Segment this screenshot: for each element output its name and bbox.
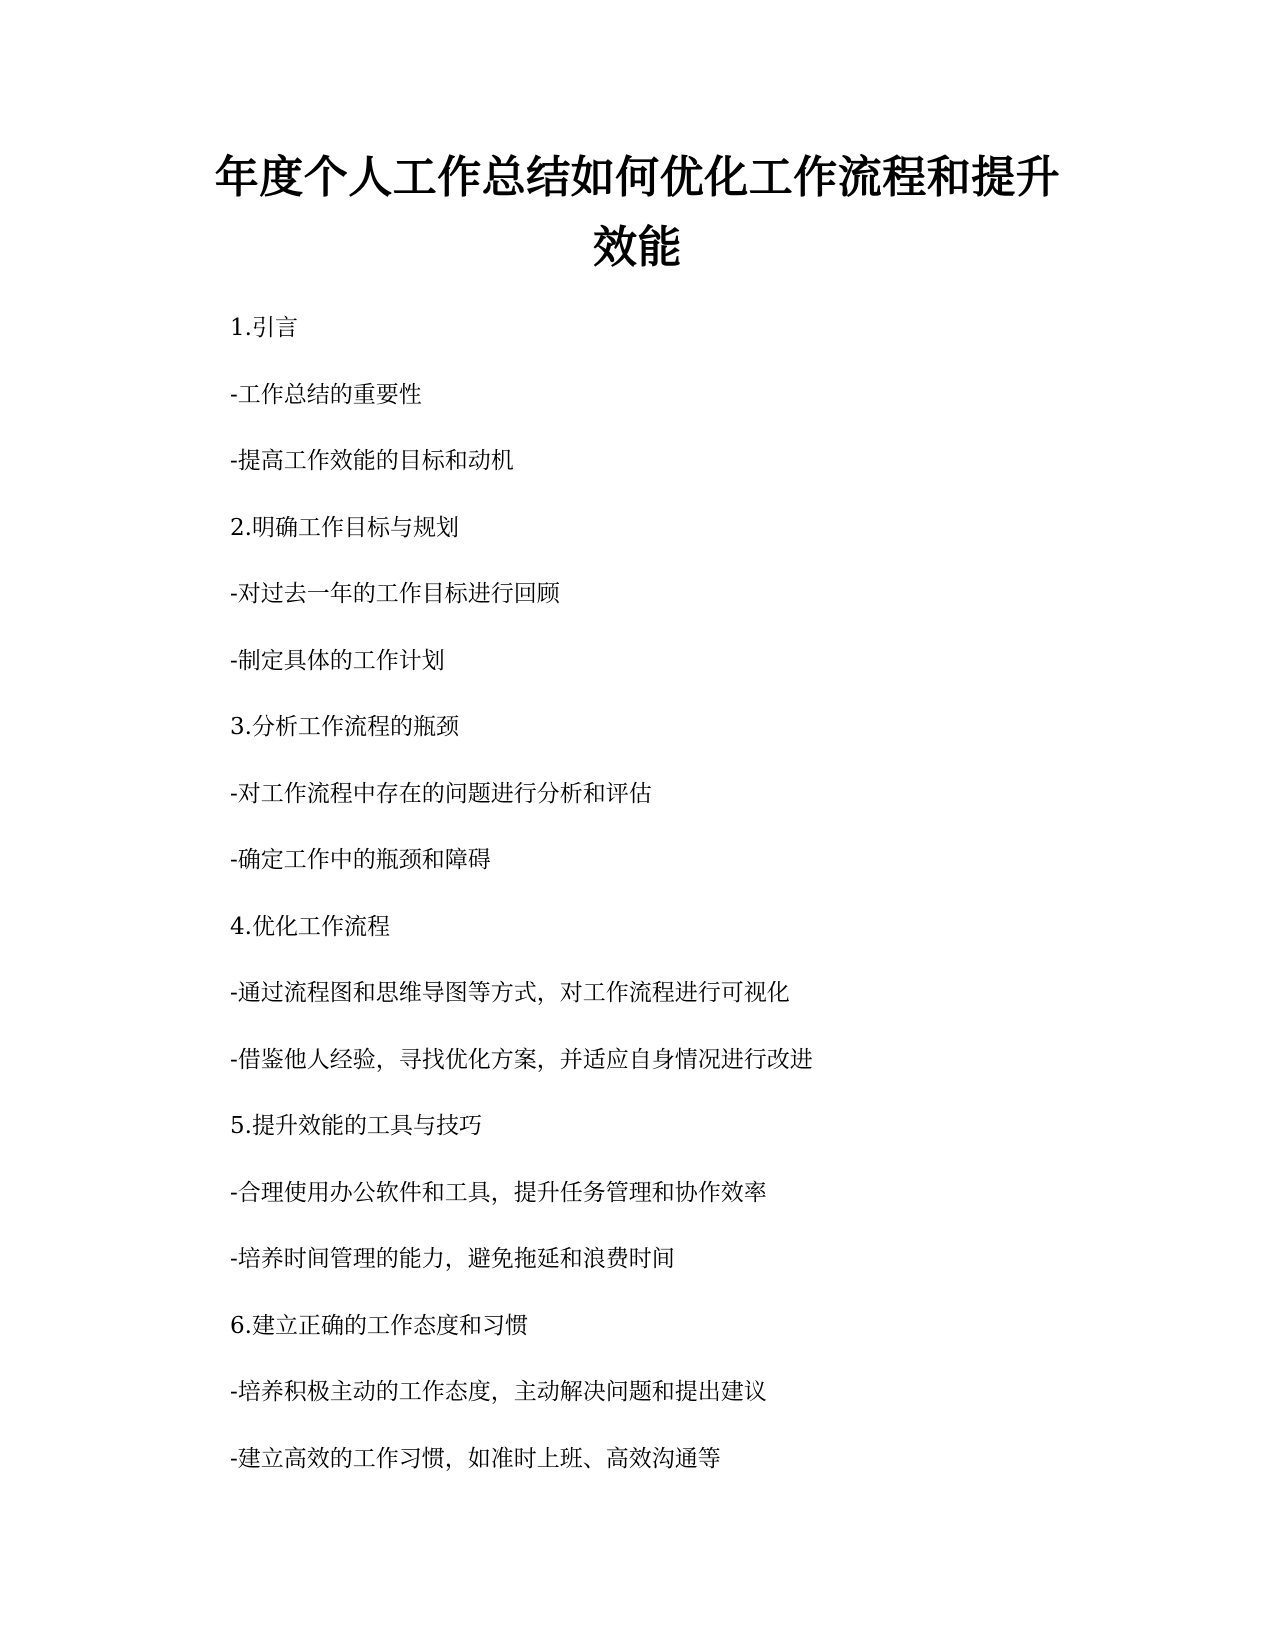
document-title: [160, 143, 1115, 283]
section-heading-tools-techniques: 5.提升效能的工具与技巧: [230, 1113, 482, 1139]
section-heading-attitude-habits: 6.建立正确的工作态度和习惯: [230, 1312, 528, 1339]
section-heading-introduction: 1.引言: [230, 315, 298, 341]
document-title-line-1: 年度个人工作总结如何优化工作流程和提升: [214, 152, 1061, 203]
list-item: -对过去一年的工作目标进行回顾: [230, 581, 560, 607]
list-item: -培养积极主动的工作态度，主动解决问题和提出建议: [230, 1379, 767, 1405]
section-heading-bottlenecks: 3.分析工作流程的瓶颈: [230, 714, 459, 740]
list-item: -对工作流程中存在的问题进行分析和评估: [230, 780, 652, 807]
list-item: -借鉴他人经验，寻找优化方案，并适应自身情况进行改进: [230, 1046, 813, 1073]
list-item: -建立高效的工作习惯，如准时上班、高效沟通等: [230, 1445, 721, 1472]
list-item: -制定具体的工作计划: [230, 647, 445, 674]
list-item: -提高工作效能的目标和动机: [230, 448, 514, 474]
list-item: -通过流程图和思维导图等方式，对工作流程进行可视化: [230, 980, 790, 1006]
section-heading-optimize-workflow: 4.优化工作流程: [230, 913, 390, 940]
list-item: -确定工作中的瓶颈和障碍: [230, 847, 491, 873]
list-item: -培养时间管理的能力，避免拖延和浪费时间: [230, 1246, 675, 1272]
list-item: -工作总结的重要性: [230, 381, 422, 408]
section-heading-goals-planning: 2.明确工作目标与规划: [230, 514, 459, 541]
document-title-line-2: 效能: [593, 222, 682, 273]
outline-list: [230, 312, 813, 1509]
list-item: -合理使用办公软件和工具，提升任务管理和协作效率: [230, 1179, 767, 1206]
